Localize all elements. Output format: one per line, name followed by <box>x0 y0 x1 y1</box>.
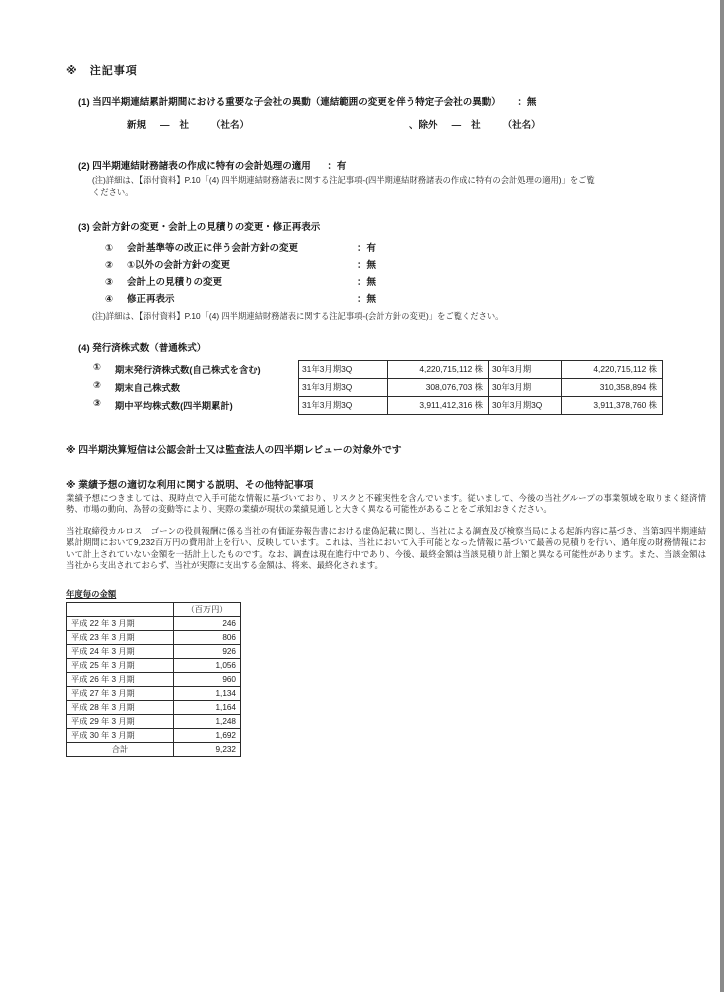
section-2-value: ：有 <box>327 161 347 172</box>
removed-count-dash: ― <box>451 120 462 131</box>
new-unit: 社 <box>179 120 190 131</box>
table-total-row <box>67 743 241 757</box>
year-cell: 平成 29 年 3 月期 <box>67 715 174 729</box>
value-cell: 3,911,412,316 株 <box>388 396 489 414</box>
table-row <box>67 687 241 701</box>
table-row <box>78 396 663 414</box>
item-value: ：無 <box>357 294 377 305</box>
removed-label: 、除外 <box>409 120 438 131</box>
row-label: 期中平均株式数(四半期累計) <box>115 401 233 411</box>
section-2-title <box>78 158 694 172</box>
item-number: ② <box>105 260 114 271</box>
quarterly-review-note: ※ 四半期決算短信は公認会計士又は監査法人の四半期レビューの対象外です <box>66 444 402 456</box>
section-1-label: (1) 当四半期連結累計期間における重要な子会社の異動（連結範囲の変更を伴う特定子会社の異動） <box>78 97 501 108</box>
item-value: ：有 <box>357 243 377 254</box>
yearly-amounts-table <box>66 602 241 757</box>
item-value: ：無 <box>357 260 377 271</box>
section-1-title <box>78 94 694 108</box>
section-2-note-line1: (注)詳細は、【添付資料】P.10「(4) 四半期連結財務諸表に関する注記事項-(四半期連結財務諸表の作成に特有の会計処理の適用)」をご覧 <box>92 175 595 185</box>
table-row <box>67 631 241 645</box>
item-number: ③ <box>105 277 114 288</box>
year-cell: 平成 23 年 3 月期 <box>67 631 174 645</box>
year-cell: 平成 26 年 3 月期 <box>67 673 174 687</box>
forecast-paragraph-2: 当社取締役カルロス ゴーンの役員報酬に係る当社の有価証券報告書における虚偽記載に関し、当社による調査及び検察当局による起訴内容に基づき、当第3四半期連結累計期間において9,232百万円の費用計上を行い、反映しています。これは、当社において入手可能となった情報に基づいて最善の見積りを行い、過年度の財務情報において計上されていない金額を一括計上したものです。なお、調査は現在進行中であり、今後、最終金額は当該見積り計上額と異なる可能性があります。また、当該金額は当社から支出されておらず、当社が実際に支出する金額は、将来、最終化されます。 <box>66 526 706 570</box>
removed-company-name: （社名） <box>502 120 541 131</box>
section-3-list <box>78 240 694 308</box>
year-cell: 平成 24 年 3 月期 <box>67 645 174 659</box>
yearly-amounts-caption: 年度毎の金額 <box>66 589 117 600</box>
list-item <box>105 257 694 274</box>
shares-table-block <box>78 360 694 415</box>
table-row <box>67 673 241 687</box>
section-3-title: (3) 会計方針の変更・会計上の見積りの変更・修正再表示 <box>78 222 321 233</box>
period-cell: 30年3月期3Q <box>489 396 562 414</box>
table-row <box>67 659 241 673</box>
list-item <box>105 240 694 257</box>
amount-cell: 1,692 <box>174 729 241 743</box>
amount-cell: 1,056 <box>174 659 241 673</box>
amount-cell: 246 <box>174 617 241 631</box>
amount-cell: 806 <box>174 631 241 645</box>
table-row <box>67 701 241 715</box>
item-label: ①以外の会計方針の変更 <box>127 260 231 271</box>
table-row <box>78 360 663 378</box>
total-amount-cell: 9,232 <box>174 743 241 757</box>
list-item <box>105 274 694 291</box>
year-cell: 平成 27 年 3 月期 <box>67 687 174 701</box>
value-cell: 3,911,378,760 株 <box>562 396 663 414</box>
section-1-detail <box>127 117 694 131</box>
row-label: 期末発行済株式数(自己株式を含む) <box>115 365 261 375</box>
section-2 <box>78 158 694 198</box>
scan-edge <box>720 0 724 992</box>
section-1 <box>78 94 694 131</box>
forecast-heading: ※ 業績予想の適切な利用に関する説明、その他特記事項 <box>66 479 314 491</box>
value-cell: 308,076,703 株 <box>388 378 489 396</box>
empty-header-cell <box>67 603 174 617</box>
table-row <box>67 729 241 743</box>
table-row <box>67 645 241 659</box>
section-2-note-line2: ください。 <box>92 186 134 197</box>
total-label-cell: 合計 <box>67 743 174 757</box>
period-cell: 31年3月期3Q <box>299 378 388 396</box>
item-number: ① <box>105 243 114 254</box>
item-label: 修正再表示 <box>127 294 175 305</box>
amount-cell: 926 <box>174 645 241 659</box>
year-cell: 平成 25 年 3 月期 <box>67 659 174 673</box>
section-2-label: (2) 四半期連結財務諸表の作成に特有の会計処理の適用 <box>78 161 311 172</box>
removed-unit: 社 <box>471 120 481 131</box>
value-cell: 310,358,894 株 <box>562 378 663 396</box>
row-label: 期末自己株式数 <box>115 383 181 393</box>
section-3-note: (注)詳細は、【添付資料】P.10「(4) 四半期連結財務諸表に関する注記事項-(会計方針の変更)」をご覧ください。 <box>92 311 504 321</box>
period-cell: 31年3月期3Q <box>299 396 388 414</box>
item-label: 会計基準等の改正に伴う会計方針の変更 <box>127 243 299 254</box>
amount-cell: 1,248 <box>174 715 241 729</box>
amount-cell: 1,134 <box>174 687 241 701</box>
period-cell: 30年3月期 <box>489 378 562 396</box>
amount-cell: 1,164 <box>174 701 241 715</box>
section-3 <box>78 219 694 323</box>
year-cell: 平成 30 年 3 月期 <box>67 729 174 743</box>
section-2-note <box>92 175 694 198</box>
table-row <box>67 715 241 729</box>
new-count-dash: ― <box>160 120 170 131</box>
forecast-paragraph-1: 業績予想につきましては、現時点で入手可能な情報に基づいており、リスクと不確実性を含んでいます。従いまして、今後の当社グループの事業領域を取りまく経済情勢、市場の動向、為替の変動等により、実際の業績が現状の業績見通しと大きく異なる可能性があることをご承知おきください。 <box>66 492 706 514</box>
period-cell: 31年3月期3Q <box>299 360 388 378</box>
notes-heading: ※ 注記事項 <box>66 65 138 77</box>
value-cell: 4,220,715,112 株 <box>388 360 489 378</box>
section-4-title: (4) 発行済株式数（普通株式） <box>78 342 207 354</box>
year-cell: 平成 28 年 3 月期 <box>67 701 174 715</box>
row-number: ② <box>93 380 101 390</box>
section-1-value: ：無 <box>517 97 537 108</box>
table-header-row <box>67 603 241 617</box>
table-row <box>78 378 663 396</box>
new-company-name: （社名） <box>211 120 250 131</box>
shares-table <box>78 360 663 415</box>
year-cell: 平成 22 年 3 月期 <box>67 617 174 631</box>
period-cell: 30年3月期 <box>489 360 562 378</box>
amount-cell: 960 <box>174 673 241 687</box>
row-number: ① <box>93 362 101 372</box>
item-label: 会計上の見積りの変更 <box>127 277 223 288</box>
new-label: 新規 <box>127 120 147 131</box>
value-cell: 4,220,715,112 株 <box>562 360 663 378</box>
row-number: ③ <box>93 398 101 408</box>
section-4 <box>78 340 694 415</box>
table-row <box>67 617 241 631</box>
item-value: ：無 <box>357 277 377 288</box>
list-item <box>105 291 694 308</box>
item-number: ④ <box>105 294 114 305</box>
unit-header-cell: （百万円） <box>174 603 241 617</box>
